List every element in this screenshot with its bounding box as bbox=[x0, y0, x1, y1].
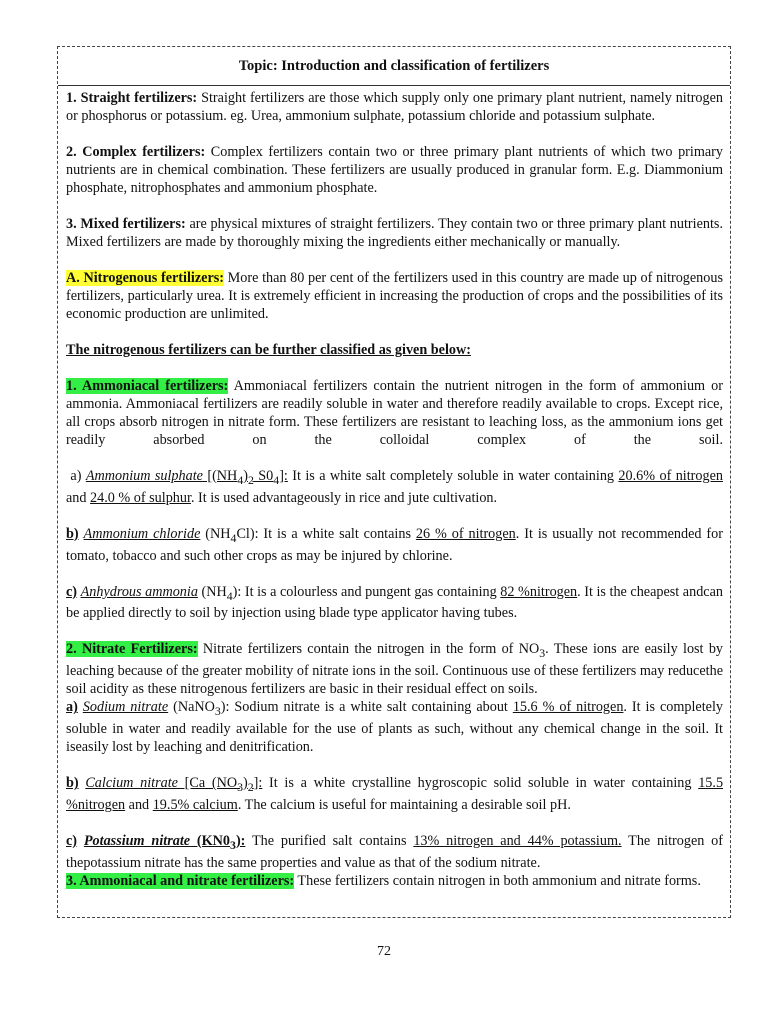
formula: (NaNO$_3$): bbox=[168, 699, 230, 719]
paragraph-anhydrous-ammonia: c) Anhydrous ammonia $(NH_4)$: It is a colourless and pungent gas containing 82 %nitrogen. It is the cheapest andcan be applied directly to soil by injection using blade type applicator having tubes. bbox=[66, 583, 723, 622]
text: These fertilizers contain nitrogen in both ammonium and nitrate forms. bbox=[294, 872, 701, 889]
term-straight-fertilizers: 1. Straight fertilizers: bbox=[66, 90, 198, 106]
item-letter: a) bbox=[66, 699, 78, 716]
item-letter: b) bbox=[66, 525, 79, 542]
text: Complex fertilizers contain two or three primary plant nutrients of which two primary nutrients are in chemical combination. These fertilizers are usually produced in granular form. E.g. Diammonium phosphate, nitrophosphates and ammonium phosphate. bbox=[66, 144, 723, 196]
nutrient-content: 13% nitrogen and 44% potassium. bbox=[413, 832, 622, 849]
text: Straight fertilizers are those which supply only one primary plant nutrient, namely nitrogen or phosphorus or potassium. eg. Urea, ammonium sulphate, potassium chloride and potassium sulphate. bbox=[66, 90, 723, 124]
paragraph-ammonium-chloride: b) Ammonium chloride $(NH_4Cl)$: It is a white salt contains 26 % of nitrogen. It is usually not recommended for tomato, tobacco and such other crops as may be injured by chlorine. bbox=[66, 525, 723, 564]
nitrogen-content: 15.5 %nitrogen bbox=[66, 775, 724, 813]
paragraph-ammoniacal-nitrate-fertilizers bbox=[66, 872, 723, 890]
paragraph-ammonium-sulphate: a) Ammonium sulphate [$(NH_4)_2$ $S0_4$]: It is a white salt completely soluble in water containing 20.6% of nitrogen and 24.0 % of sulphur. It is used advantageously in rice and jute cultivation. bbox=[66, 468, 723, 506]
formula: $(NH_4)$: bbox=[197, 583, 242, 603]
item-letter: a) bbox=[70, 468, 82, 484]
formula: [Ca $(NO_3)_2$]: bbox=[177, 775, 263, 794]
compound-name: Ammonium chloride bbox=[83, 525, 201, 542]
text: Ammoniacal fertilizers contain the nutrient nitrogen in the form of ammonium or ammonia. Ammoniacal fertilizers are readily soluble in water and therefore readily available to crops. Except rice, all crops absorb nitrogen in nitrate form. These fertilizers are resistant to leaching loss, as the ammonium ions get readily absorbed on the colloidal complex of the soil. bbox=[66, 378, 723, 448]
term-ammoniacal-fertilizers: 1. Ammoniacal fertilizers: bbox=[66, 378, 229, 394]
item-letter: c) bbox=[66, 832, 78, 849]
heading-text: The nitrogenous fertilizers can be further classified as given below: bbox=[66, 342, 471, 358]
term-nitrogenous-fertilizers: A. Nitrogenous fertilizers: bbox=[66, 270, 224, 286]
term-ammoniacal-nitrate-fertilizers: 3. Ammoniacal and nitrate fertilizers: bbox=[66, 872, 295, 889]
document-frame bbox=[57, 46, 731, 918]
compound-name: Potassium nitrate bbox=[83, 832, 191, 849]
nitrogen-content: 20.6% of nitrogen bbox=[618, 468, 723, 484]
text: It is a white salt contains bbox=[258, 525, 416, 542]
text: are physical mixtures of straight fertilizers. They contain two or three primary plant nutrients. Mixed fertilizers are made by thoroughly mixing the ingredients either mechanically or manually. bbox=[66, 216, 723, 250]
sulphur-content: 24.0 % of sulphur bbox=[90, 489, 191, 506]
nitrogen-content: 26 % of nitrogen bbox=[415, 525, 516, 542]
compound-name: Ammonium sulphate bbox=[85, 468, 203, 484]
term-mixed-fertilizers: 3. Mixed fertilizers: bbox=[66, 216, 186, 232]
paragraph-ammoniacal-fertilizers bbox=[66, 377, 723, 449]
page-title: Topic: Introduction and classification of fertilizers bbox=[58, 47, 730, 86]
paragraph-mixed-fertilizers bbox=[66, 215, 723, 251]
paragraph-straight-fertilizers bbox=[66, 89, 723, 125]
page-number: 72 bbox=[377, 944, 391, 959]
nitrogen-content: 82 %nitrogen bbox=[500, 583, 578, 600]
nitrogen-content: 15.6 % of nitrogen bbox=[512, 699, 624, 716]
classification-heading bbox=[66, 341, 723, 359]
paragraph-calcium-nitrate: b) Calcium nitrate [Ca $(NO_3)_2$]: It is a white crystalline hygroscopic solid soluble in water containing 15.5 %nitrogen and 19.5% calcium. The calcium is useful for maintaining a desirable soil pH. bbox=[66, 775, 724, 813]
text: Sodium nitrate is a white salt containing about bbox=[229, 699, 513, 716]
calcium-content: 19.5% calcium bbox=[152, 796, 238, 813]
text: It is a colourless and pungent gas containing bbox=[241, 583, 501, 600]
paragraph-nitrate-fertilizers: 2. Nitrate Fertilizers: Nitrate fertilizers contain the nitrogen in the form of $NO_3$. These ions are easily lost by leaching because of the greater mobility of nitrate ions in the soil. Continuous use of these fertilizers may reducethe soil acidity as these nitrogenous fertilizers are basic in their residual effect on soils. bbox=[66, 641, 724, 698]
text: Nitrate fertilizers contain the nitrogen in the form of NO bbox=[197, 641, 540, 658]
text: It is a white salt completely soluble in water containing bbox=[287, 468, 619, 484]
text: The purified salt contains bbox=[245, 832, 414, 849]
compound-name: Sodium nitrate bbox=[82, 699, 169, 716]
paragraph-nitrogenous-fertilizers bbox=[66, 269, 723, 323]
formula: $(KN0_3)$: bbox=[190, 832, 246, 852]
term-nitrate-fertilizers: 2. Nitrate Fertilizers: bbox=[66, 641, 198, 658]
formula: $(NH_4Cl)$: bbox=[200, 525, 259, 545]
formula: [$(NH_4)_2$ $S0_4$]: bbox=[202, 468, 288, 487]
term-complex-fertilizers: 2. Complex fertilizers: bbox=[66, 144, 206, 160]
paragraph-complex-fertilizers bbox=[66, 143, 723, 197]
compound-name: Calcium nitrate bbox=[85, 775, 178, 792]
text: More than 80 per cent of the fertilizers used in this country are made up of nitrogenous fertilizers, particularly urea. It is extremely efficient in increasing the production of crops and the possibilities of its economic production are unlimited. bbox=[66, 270, 723, 322]
document-body bbox=[58, 86, 730, 890]
compound-name: Anhydrous ammonia bbox=[80, 583, 198, 600]
item-letter: c) bbox=[66, 583, 78, 600]
item-letter: b) bbox=[66, 775, 79, 792]
text: It is a white crystalline hygroscopic solid soluble in water containing bbox=[262, 775, 699, 792]
paragraph-potassium-nitrate: c) Potassium nitrate $(KN0_3)$: The purified salt contains 13% nitrogen and 44% potassium. The nitrogen of thepotassium nitrate has the same properties and value as that of the sodium nitrate. bbox=[66, 832, 723, 871]
paragraph-sodium-nitrate: a) Sodium nitrate (NaNO$_3$): Sodium nitrate is a white salt containing about 15.6 % of nitrogen. It is completely soluble in water and readily available for the use of plants as such, without any chemical change in the soil. It iseasily lost by leaching and denitrification. bbox=[66, 699, 723, 756]
